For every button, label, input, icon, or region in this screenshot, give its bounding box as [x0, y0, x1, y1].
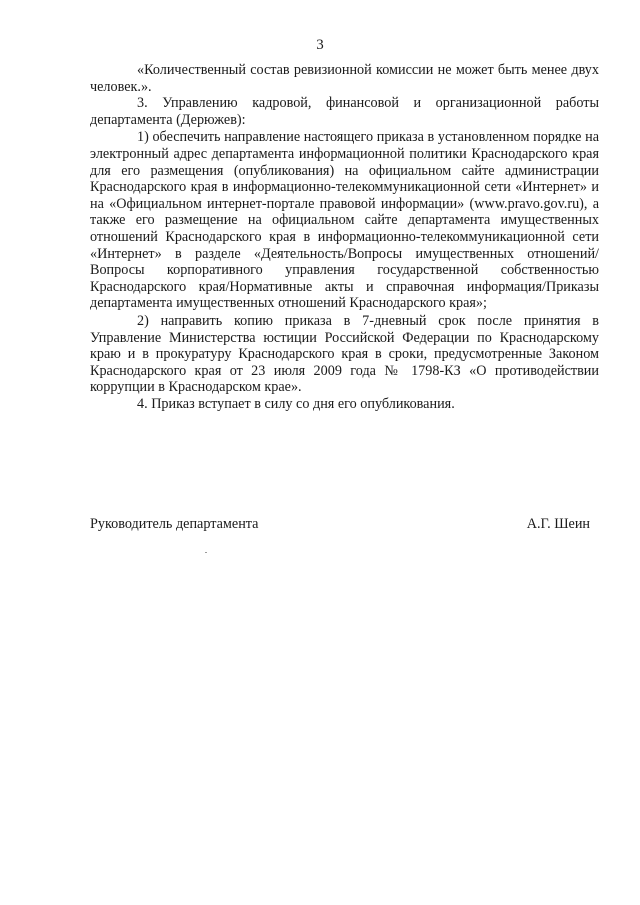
- page-number: 3: [316, 37, 324, 53]
- scan-speck: [205, 552, 207, 553]
- paragraph-subitem-1: 1) обеспечить направление настоящего приказа в установленном порядке на электронный адрес департамента информационной политики Краснодарского края для его размещения (опубликования) на официальном сайте администрации Краснодарского края в информационно-телекоммуникационной сети «Интернет» и на «Официальном интернет-портале правовой информации» (www.pravo.gov.ru), а также его размещение на официальном сайте департамента имущественных отношений Краснодарского края в информационно-телекоммуникационной сети «Интернет» в разделе «Деятельность/Вопросы имущественных отношений/Вопросы корпоративного управления государственной собственностью Краснодарского края/Нормативные акты и справочная информация/Приказы департамента имущественных отношений Краснодарского края»;: [90, 129, 599, 312]
- signatory-position: Руководитель департамента: [90, 516, 259, 532]
- paragraph-subitem-2: 2) направить копию приказа в 7-дневный срок после принятия в Управление Министерства юстиции Российской Федерации по Краснодарскому краю и в прокуратуру Краснодарского края в сроки, предусмотренные Законом Краснодарского края от 23 июля 2009 года № 1798-КЗ «О противодействии коррупции в Краснодарском крае».: [90, 312, 599, 396]
- paragraph-item-3: 3. Управлению кадровой, финансовой и организационной работы департамента (Дерюжев):: [90, 95, 599, 128]
- document-body: [90, 62, 599, 412]
- paragraph-quote-audit-commission: «Количественный состав ревизионной комиссии не может быть менее двух человек.».: [90, 62, 599, 95]
- paragraph-item-4: 4. Приказ вступает в силу со дня его опубликования.: [137, 395, 455, 412]
- signatory-name: А.Г. Шеин: [526, 516, 590, 532]
